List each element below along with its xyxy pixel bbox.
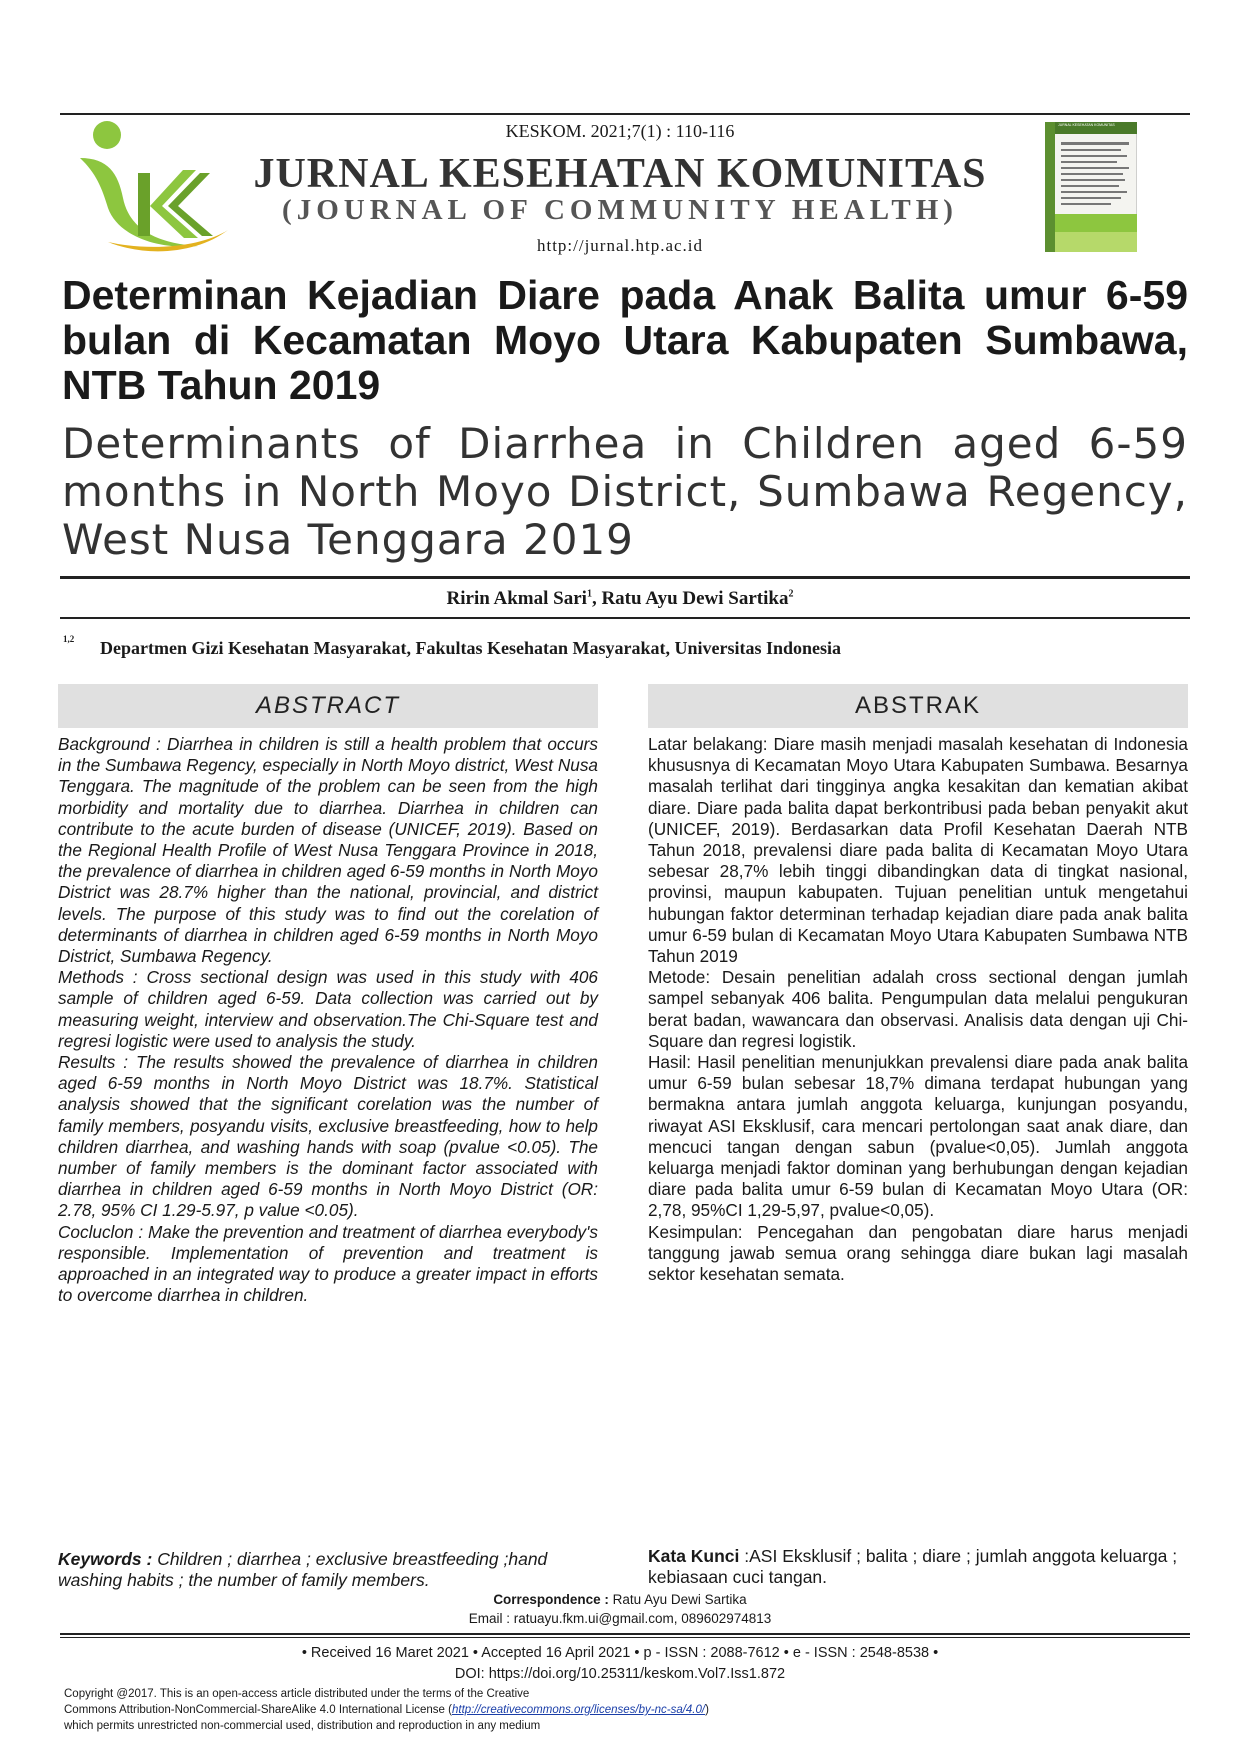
article-title-english: Determinants of Diarrhea in Children aged 6-59 months in North Moyo District, Sumbawa Regency, West Nusa Tenggara 2019 — [62, 419, 1188, 564]
copyright-notice — [64, 1686, 709, 1734]
kata-kunci-label: Kata Kunci — [648, 1546, 740, 1566]
authors-top-rule — [60, 576, 1190, 579]
cover-title: JURNAL KESEHATAN KOMUNITAS — [1058, 123, 1115, 127]
authors-bottom-rule — [60, 617, 1190, 619]
article-title-indonesian: Determinan Kejadian Diare pada Anak Balita umur 6-59 bulan di Kecamatan Moyo Utara Kabupaten Sumbawa, NTB Tahun 2019 — [62, 272, 1188, 408]
abstrak-background: Latar belakang: Diare masih menjadi masalah kesehatan di Indonesia khususnya di Kecamatan Moyo Utara Kabupaten Sumbawa. Besarnya masalah terlihat dari tingginya angka kesakitan dan kematian akibat diare. Diare pada balita dapat berkontribusi pada beban penyakit akut (UNICEF, 2019). Berdasarkan data Profil Kesehatan Daerah NTB Tahun 2018, prevalensi diare pada balita di Kecamatan Moyo Utara sebesar 28,7% lebih tinggi dibandingkan data di tingkat nasional, provinsi, maupun kabupaten. Tujuan penelitian untuk mengetahui hubungan faktor determinan terhadap kejadian diare pada anak balita umur 6-59 bulan di Kecamatan Moyo Utara Kabupaten Sumbawa NTB Tahun 2019 — [648, 734, 1188, 967]
kata-kunci-list: :ASI Eksklusif ; balita ; diare ; jumlah anggota keluarga ; kebiasaan cuci tangan. — [648, 1546, 1178, 1587]
keywords-english — [58, 1549, 598, 1591]
abstrak-heading: ABSTRAK — [648, 684, 1188, 728]
affiliation: Departmen Gizi Kesehatan Masyarakat, Fakultas Kesehatan Masyarakat, Universitas Indonesia — [100, 638, 841, 658]
license-link[interactable]: http://creativecommons.org/licenses/by-nc-sa/4.0/ — [451, 1704, 706, 1716]
abstract-methods: Methods : Cross sectional design was used in this study with 406 sample of children aged 6-59. Data collection was carried out by measuring weight, interview and observation.The Chi-Square test and regresi logistic were used to analysis the study. — [58, 967, 598, 1051]
copyright-line — [64, 1702, 709, 1718]
abstrak-results: Hasil: Hasil penelitian menunjukkan prevalensi diare pada anak balita umur 6-59 bulan sebesar 18,7% dimana terdapat hubungan yang bermakna antara jumlah anggota keluarga, kunjungan posyandu, riwayat ASI Eksklusif, cara mencari pertolongan saat anak diare, dan mencuci tangan dengan sabun (pvalue<0,05). Jumlah anggota keluarga menjadi faktor dominan yang berhubungan dengan kejadian diare pada balita umur 6-59 bulan di Kecamatan Moyo Utara (OR: 2,78, 95%CI 1,29-5,97, pvalue<0,05). — [648, 1052, 1188, 1221]
abstract-conclusion: Cocluclon : Make the prevention and treatment of diarrhea everybody's responsible. Implementation of prevention and treatment is approached in an integrated way to produce a greater impact in efforts to overcome diarrhea in children. — [58, 1221, 598, 1306]
correspondence — [0, 1592, 1240, 1607]
correspondence-label: Correspondence : — [493, 1592, 609, 1607]
author-name: Ririn Akmal Sari — [446, 588, 587, 609]
footer-rule — [60, 1633, 1190, 1635]
abstract-indonesian — [648, 734, 1188, 1285]
journal-subtitle: (JOURNAL OF COMMUNITY HEALTH) — [282, 194, 958, 226]
abstract-background: Background : Diarrhea in children is still a health problem that occurs in the Sumbawa Regency, especially in North Moyo district, West Nusa Tenggara. The magnitude of the problem can be seen from the high morbidity and mortality due to diarrhea. Diarrhea in children can contribute to the acute burden of disease (UNICEF, 2019). Based on the Regional Health Profile of West Nusa Tenggara Province in 2018, the prevalence of diarrhea in children aged 6-59 months in North Moyo District was 28.7% higher than the national, provincial, and district levels. The purpose of this study was to find out the corelation of determinants of diarrhea in children aged 6-59 months in North Moyo District, Sumbawa Regency. — [58, 734, 598, 967]
author-name: Ratu Ayu Dewi Sartika — [601, 588, 789, 609]
journal-url[interactable]: http://jurnal.htp.ac.id — [536, 236, 704, 255]
journal-name: JURNAL KESEHATAN KOMUNITAS — [253, 151, 987, 197]
journal-citation: KESKOM. 2021;7(1) : 110-116 — [505, 121, 735, 141]
copyright-line: which permits unrestricted non-commercial used, distribution and reproduction in any medium — [64, 1720, 541, 1732]
top-rule — [60, 113, 1190, 115]
keywords-label: Keywords : — [58, 1549, 153, 1569]
abstract-results: Results : The results showed the prevalence of diarrhea in children aged 6-59 months in North Moyo District was 18.7%. Statistical analysis showed that the significant corelation was the number of family members, posyandu visits, exclusive breastfeeding, how to help children diarrhea, and washing hands with soap (pvalue <0.05). The number of family members is the dominant factor associated with diarrhea in children aged 6-59 months in North Moyo District (OR: 2.78, 95% CI 1.29-5.97, p value <0.05). — [58, 1052, 598, 1221]
abstrak-methods: Metode: Desain penelitian adalah cross sectional dengan jumlah sampel sebanyak 406 balita. Pengumpulan data melalui pengukuran berat badan, wawancara dan observasi. Analisis data dengan uji Chi-Square dan regresi logistik. — [648, 967, 1188, 1051]
correspondence-email[interactable]: Email : ratuayu.fkm.ui@gmail.com, 089602974813 — [468, 1611, 772, 1626]
keywords-indonesian — [648, 1546, 1188, 1588]
correspondence-name: Ratu Ayu Dewi Sartika — [608, 1592, 747, 1607]
author-list — [0, 588, 1240, 610]
footer-rule — [60, 1637, 1190, 1638]
license-text-end: ) — [705, 1704, 709, 1716]
affiliation-superscript: 1,2 — [63, 634, 75, 644]
abstrak-conclusion: Kesimpulan: Pencegahan dan pengobatan diare harus menjadi tanggung jawab semua orang sehingga diare bukan lagi masalah sektor kesehatan semata. — [648, 1221, 1188, 1285]
journal-cover-thumbnail — [1045, 122, 1137, 252]
author-sup: 1 — [586, 588, 592, 600]
keywords-list: Children ; diarrhea ; exclusive breastfeeding ;hand washing habits ; the number of family members. — [58, 1549, 548, 1590]
author-sup: 2 — [788, 588, 794, 600]
license-text: Commons Attribution-NonCommercial-ShareAlike 4.0 International License ( — [64, 1704, 452, 1716]
abstract-heading: ABSTRACT — [58, 684, 598, 728]
copyright-line: Copyright @2017. This is an open-access article distributed under the terms of the Creative — [64, 1688, 530, 1700]
doi[interactable]: DOI: https://doi.org/10.25311/keskom.Vol7.Iss1.872 — [454, 1666, 786, 1682]
abstract-english — [58, 734, 598, 1306]
author-separator: , — [591, 588, 602, 609]
publication-dates: • Received 16 Maret 2021 • Accepted 16 April 2021 • p - ISSN : 2088-7612 • e - ISSN : 2548-8538 • — [301, 1645, 939, 1661]
